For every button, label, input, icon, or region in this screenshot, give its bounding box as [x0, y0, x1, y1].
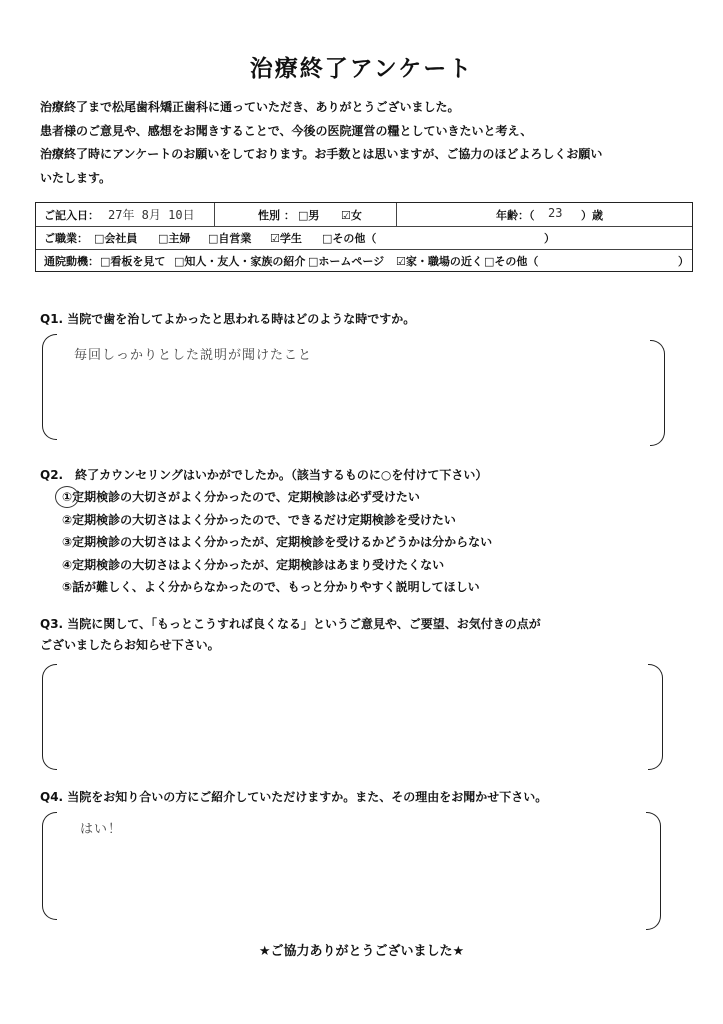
job-other-checkbox[interactable]: □その他（: [322, 232, 377, 245]
q2-option-1[interactable]: ①定期検診の大切さがよく分かったので、定期検診は必ず受けたい: [62, 490, 420, 504]
q1-answer-bracket-left: [42, 334, 57, 440]
intro-paragraph: [40, 96, 602, 190]
footer-thanks: ★ご協力ありがとうございました★: [258, 944, 465, 959]
q2-option-2[interactable]: ②定期検診の大切さはよく分かったので、できるだけ定期検診を受けたい: [62, 512, 456, 527]
intro-line: いたします。: [40, 170, 112, 185]
motive-other-checkbox[interactable]: □その他（: [484, 255, 539, 268]
q1-question: Q1. 当院で歯を治してよかったと思われる時はどのような時ですか。: [40, 312, 416, 326]
intro-line: 治療終了まで松尾歯科矯正歯科に通っていただき、ありがとうございました。: [40, 100, 460, 114]
q2-selected-circle-mark: [55, 486, 79, 508]
q4-answer-bracket-right: [646, 812, 661, 930]
q4-question: Q4. 当院をお知り合いの方にご紹介していただけますか。また、その理由をお聞かせ下さい。: [40, 790, 548, 804]
date-value[interactable]: 27年 8月 10日: [108, 208, 195, 222]
motive-other-close: ）: [678, 255, 689, 268]
q2-question: Q2. 終了カウンセリングはいかがでしたか。（該当するものに○を付けて下さい）: [40, 468, 488, 482]
info-row-occupation: [36, 227, 692, 249]
job-other-close: ）: [544, 232, 555, 245]
motive-label: 通院動機：: [44, 255, 99, 268]
q3-question: [40, 614, 541, 656]
job-student-checkbox[interactable]: ☑学生: [270, 232, 302, 245]
job-office-worker-checkbox[interactable]: □会社員: [94, 232, 138, 245]
q3-question-line: Q3. 当院に関して、「もっとこうすれば良くなる」というご意見や、ご要望、お気付きの点が: [40, 617, 541, 631]
q2-option-3[interactable]: ③定期検診の大切さはよく分かったが、定期検診を受けるかどうかは分からない: [62, 535, 493, 549]
q3-question-line: ございましたらお知らせ下さい。: [40, 638, 220, 652]
q1-answer[interactable]: 毎回しっかりとした説明が聞けたこと: [74, 348, 313, 363]
q4-answer[interactable]: はい！: [80, 822, 123, 837]
info-row-motive: [36, 250, 692, 272]
intro-line: 治療終了時にアンケートのお願いをしております。お手数とは思いますが、ご協力のほどよろしくお願い: [40, 147, 603, 161]
motive-homepage-checkbox[interactable]: □ホームページ: [308, 255, 385, 268]
gender-label: 性別 ：: [258, 209, 295, 222]
job-housewife-checkbox[interactable]: □主婦: [158, 232, 191, 245]
gender-male-checkbox[interactable]: □男: [298, 209, 320, 222]
q2-option-5[interactable]: ⑤話が難しく、よく分からなかったので、もっと分かりやすく説明してほしい: [62, 580, 480, 594]
q2-option-4[interactable]: ④定期検診の大切さはよく分かったが、定期検診はあまり受けたくない: [62, 557, 445, 572]
q1-answer-bracket-right: [650, 340, 665, 446]
occupation-label: ご職業：: [44, 232, 88, 245]
age-label: 年齢：（: [496, 209, 535, 222]
divider: [396, 203, 397, 226]
motive-signboard-checkbox[interactable]: □看板を見て: [100, 255, 166, 268]
q4-answer-bracket-left: [42, 812, 57, 920]
intro-line: 患者様のご意見や、感想をお聞きすることで、今後の医院運営の糧としていきたいと考え、: [40, 123, 533, 138]
motive-referral-checkbox[interactable]: □知人・友人・家族の紹介: [174, 255, 306, 268]
divider: [214, 203, 215, 226]
q3-answer-bracket-left: [42, 664, 57, 770]
info-row-date-gender-age: [36, 203, 692, 226]
page-title: 治療終了アンケート: [249, 56, 474, 82]
date-label: ご記入日：: [44, 209, 99, 222]
age-value[interactable]: 23: [548, 206, 563, 220]
motive-near-home-checkbox[interactable]: ☑家・職場の近く: [396, 255, 483, 268]
q2-options: [62, 486, 492, 599]
q3-answer-bracket-right: [648, 664, 663, 770]
patient-info-table: [35, 202, 693, 272]
job-self-employed-checkbox[interactable]: □自営業: [208, 232, 252, 245]
gender-female-checkbox[interactable]: ☑女: [341, 209, 362, 222]
age-unit: ）歳: [581, 209, 603, 222]
